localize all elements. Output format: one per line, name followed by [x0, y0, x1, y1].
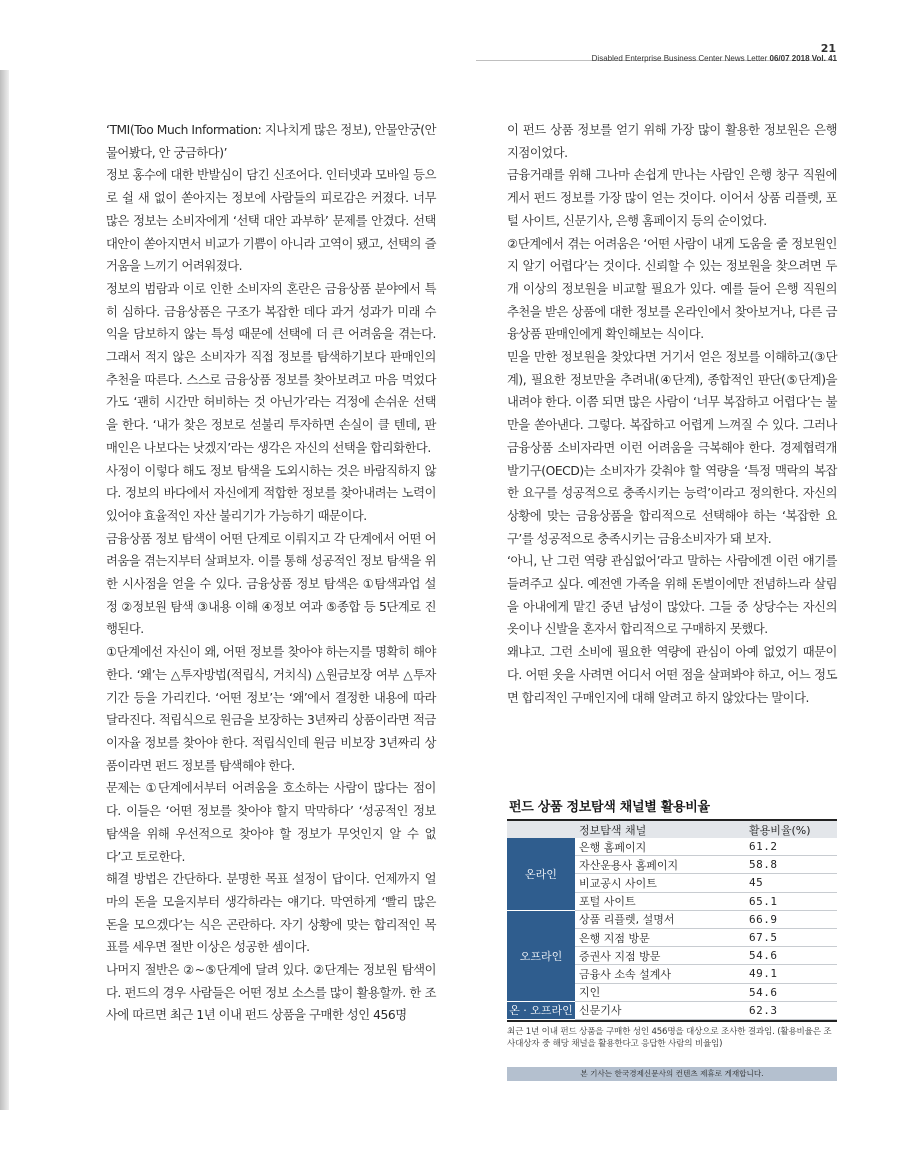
channel-cell: 자산운용사 홈페이지 — [575, 856, 745, 874]
table-row — [507, 838, 837, 856]
paragraph: 문제는 ①단계에서부터 어려움을 호소하는 사람이 많다는 점이다. 이들은 ‘어떤 정보를 찾아야 할지 막막하다’ ‘성공적인 정보 탐색을 위해 우선적으로 찾아야 할 정보가 무엇인지 알 수 없다’고 토로한다. — [106, 781, 436, 864]
table-bottom-rule — [507, 1020, 837, 1022]
paragraph: 이 펀드 상품 정보를 얻기 위해 가장 많이 활용한 정보원은 은행 지점이었다. — [507, 123, 837, 160]
paragraph: ①단계에선 자신이 왜, 어떤 정보를 찾아야 하는지를 명확히 해야 한다. ‘왜’는 △투자방법(적립식, 거치식) △원금보장 여부 △투자기간 등을 가리킨다. ‘어떤 정보’는 ‘왜’에서 결정한 내용에 따라 달라진다. 적립식으로 원금을 보장하는 3년짜리 상품이라면 적금 이자율 정보를 찾아야 한다. 적립식인데 원금 비보장 3년짜리 상품이라면 펀드 정보를 탐색해야 한다. — [106, 645, 436, 773]
rate-cell: 58.8 — [745, 856, 837, 874]
table-title: 펀드 상품 정보탐색 채널별 활용비율 — [509, 800, 710, 815]
group-label-on-offline: 온 · 오프라인 — [507, 1001, 575, 1019]
rate-cell: 54.6 — [745, 947, 837, 965]
rate-cell: 61.2 — [745, 838, 837, 856]
header-channel: 정보탐색 채널 — [575, 821, 745, 838]
channel-cell: 금융사 소속 설계사 — [575, 965, 745, 983]
rate-cell: 67.5 — [745, 928, 837, 946]
left-column — [106, 119, 436, 1027]
content-credit-bar: 본 기사는 한국경제신문사의 컨텐츠 제휴로 게재합니다. — [507, 1067, 837, 1081]
paragraph: ‘TMI(Too Much Information: 지나치게 많은 정보), 안물안궁(안 물어봤다, 안 궁금하다)’ — [106, 123, 436, 160]
rate-cell: 66.9 — [745, 910, 837, 928]
channel-cell: 은행 홈페이지 — [575, 838, 745, 856]
header-group-cell — [507, 821, 575, 838]
paragraph: 정보의 범람과 이로 인한 소비자의 혼란은 금융상품 분야에서 특히 심하다. 금융상품은 구조가 복잡한 데다 과거 성과가 미래 수익을 담보하지 않는 특성 때문에 선택에 더 큰 어려움을 겪는다. 그래서 적지 않은 소비자가 직접 정보를 탐색하기보다 판매인의 추천을 따른다. 스스로 금융상품 정보를 찾아보려고 마음 먹었다가도 ‘괜히 시간만 허비하는 것 아닌가’라는 걱정에 손쉬운 선택을 한다. ‘내가 찾은 정보로 섣불리 투자하면 손실이 클 텐데, 판매인은 나보다는 낫겠지’라는 생각은 자신의 선택을 합리화한다. — [106, 281, 436, 455]
paragraph: 나머지 절반은 ②~⑤단계에 달려 있다. ②단계는 정보원 탐색이다. 펀드의 경우 사람들은 어떤 정보 소스를 많이 활용할까. 한 조사에 따르면 최근 1년 이내 펀드 상품을 구매한 성인 456명 — [106, 963, 436, 1023]
paragraph: 정보 홍수에 대한 반발심이 담긴 신조어다. 인터넷과 모바일 등으로 쉴 새 없이 쏟아지는 정보에 사람들의 피로감은 커졌다. 너무 많은 정보는 소비자에게 ‘선택 대안 과부하’ 문제를 안겼다. 선택 대안이 쏟아지면서 비교가 기쁨이 아니라 고역이 됐고, 선택의 즐거움을 느끼기 어려워졌다. — [106, 168, 436, 274]
group-label-online: 온라인 — [507, 838, 575, 910]
rate-cell: 65.1 — [745, 892, 837, 910]
rate-cell: 54.6 — [745, 983, 837, 1001]
table-note: 최근 1년 이내 펀드 상품을 구매한 성인 456명을 대상으로 조사한 결과임. (활용비율은 조사대상자 중 해당 채널을 활용한다고 응답한 사람의 비율임) — [507, 1026, 832, 1049]
page-number: 21 — [820, 42, 836, 55]
table-row — [507, 1001, 837, 1019]
issue-label: 06/07 2018 Vol. 41 — [769, 54, 837, 63]
paragraph: 금융상품 정보 탐색이 어떤 단계로 이뤄지고 각 단계에서 어떤 어려움을 겪는지부터 살펴보자. 이를 통해 성공적인 정보 탐색을 위한 시사점을 얻을 수 있다. 금융상품 정보 탐색은 ①탐색과업 설정 ②정보원 탐색 ③내용 이해 ④정보 여과 ⑤종합 등 5단계로 진행된다. — [106, 531, 436, 637]
channel-cell: 신문기사 — [575, 1001, 745, 1019]
channel-cell: 은행 지점 방문 — [575, 928, 745, 946]
channel-usage-table — [507, 821, 837, 1020]
rate-cell: 49.1 — [745, 965, 837, 983]
channel-usage-table-block — [507, 796, 837, 1050]
header-rate: 활용비율(%) — [745, 821, 837, 838]
paragraph: 해결 방법은 간단하다. 분명한 목표 설정이 답이다. 언제까지 얼마의 돈을 모을지부터 생각하라는 얘기다. 막연하게 ‘빨리 많은 돈을 모으겠다’는 식은 곤란하다. 자기 상황에 맞는 합리적인 목표를 세우면 절반 이상은 성공한 셈이다. — [106, 872, 436, 955]
table-header-row — [507, 821, 837, 838]
paragraph: 금융거래를 위해 그나마 손쉽게 만나는 사람인 은행 창구 직원에게서 펀드 정보를 가장 많이 얻는 것이다. 이어서 상품 리플렛, 포털 사이트, 신문기사, 은행 홈페이지 등의 순이었다. — [507, 168, 837, 228]
rate-cell: 62.3 — [745, 1001, 837, 1019]
right-column — [507, 119, 837, 709]
paragraph: 왜냐고. 그런 소비에 필요한 역량에 관심이 아예 없었기 때문이다. 어떤 옷을 사려면 어디서 어떤 점을 살펴봐야 하고, 어느 정도면 합리적인 구매인지에 대해 알려고 하지 않았다는 말이다. — [507, 645, 837, 705]
channel-cell: 상품 리플렛, 설명서 — [575, 910, 745, 928]
newsletter-title: Disabled Enterprise Business Center News Letter — [591, 54, 768, 63]
channel-cell: 지인 — [575, 983, 745, 1001]
paragraph: 사정이 이렇다 해도 정보 탐색을 도외시하는 것은 바람직하지 않다. 정보의 바다에서 자신에게 적합한 정보를 찾아내려는 노력이 있어야 효율적인 자산 불리기가 가능하기 때문이다. — [106, 463, 436, 523]
paragraph: ②단계에서 겪는 어려움은 ‘어떤 사람이 내게 도움을 줄 정보원인지 알기 어렵다’는 것이다. 신뢰할 수 있는 정보원을 찾으려면 두 개 이상의 정보원을 비교할 필요가 있다. 예를 들어 은행 직원의 추천을 받은 상품에 대한 정보를 온라인에서 찾아보거나, 다른 금융상품 판매인에게 확인해보는 식이다. — [507, 236, 837, 342]
paragraph: 믿을 만한 정보원을 찾았다면 거기서 얻은 정보를 이해하고(③단계), 필요한 정보만을 추려내(④단계), 종합적인 판단(⑤단계)을 내려야 한다. 이쯤 되면 많은 사람이 ‘너무 복잡하고 어렵다’는 불만을 쏟아낸다. 그렇다. 복잡하고 어렵게 느껴질 수 있다. 그러나 금융상품 소비자라면 이런 어려움을 극복해야 한다. 경제협력개발기구(OECD)는 소비자가 갖춰야 할 역량을 ‘특정 맥락의 복잡한 요구를 성공적으로 충족시키는 능력’이라고 정의한다. 자신의 상황에 맞는 금융상품을 합리적으로 선택해야 하는 ‘복잡한 요구’를 성공적으로 충족시키는 금융소비자가 돼 보자. — [507, 350, 837, 546]
table-row — [507, 910, 837, 928]
group-label-offline: 오프라인 — [507, 910, 575, 1001]
channel-cell: 증권사 지점 방문 — [575, 947, 745, 965]
rate-cell: 45 — [745, 874, 837, 892]
channel-cell: 포털 사이트 — [575, 892, 745, 910]
paragraph: ‘아니, 난 그런 역량 관심없어’라고 말하는 사람에겐 이런 얘기를 들려주고 싶다. 예전엔 가족을 위해 돈벌이에만 전념하느라 살림을 아내에게 맡긴 중년 남성이 많았다. 그들 중 상당수는 자신의 옷이나 신발을 혼자서 합리적으로 구매하지 못했다. — [507, 554, 837, 637]
channel-cell: 비교공시 사이트 — [575, 874, 745, 892]
page-edge-shadow — [0, 70, 9, 1110]
running-header — [592, 54, 837, 63]
